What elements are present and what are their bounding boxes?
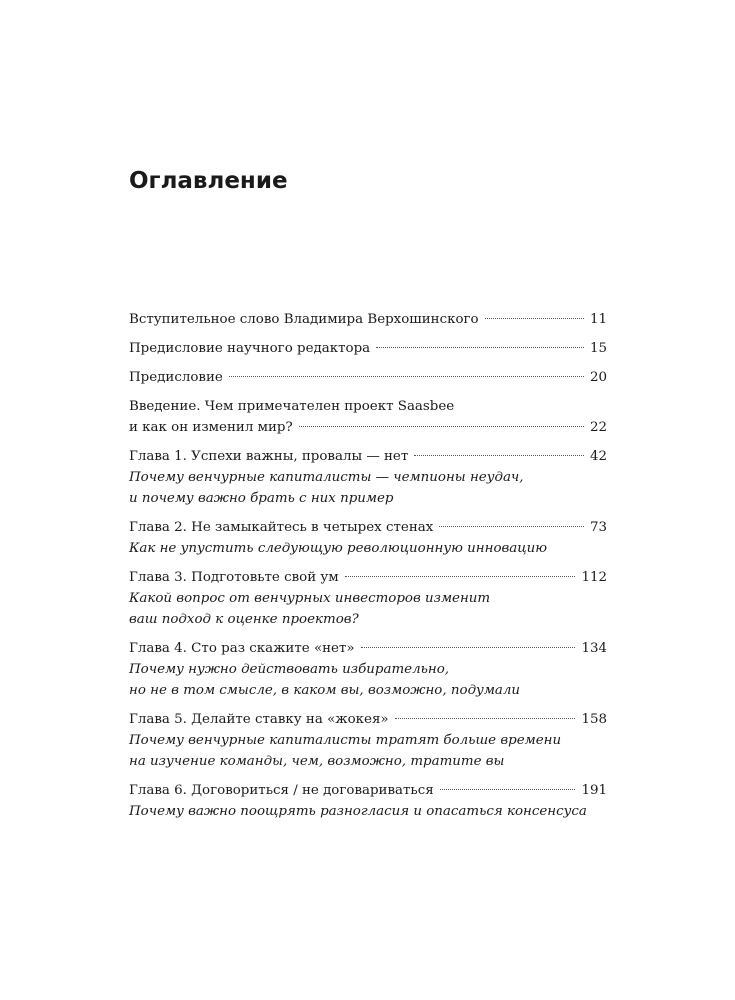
toc-page-number: 22	[589, 420, 607, 435]
toc-page-number: 15	[589, 341, 607, 356]
toc-entry	[129, 567, 607, 630]
toc-entry	[129, 517, 607, 559]
toc-entry-title-line: Введение. Чем примечателен проект Saasbee	[129, 399, 455, 414]
toc-entry	[129, 638, 607, 701]
toc-entry-subtitle: на изучение команды, чем, возможно, тратите вы	[129, 754, 505, 769]
dot-leader	[229, 376, 584, 377]
dot-leader	[395, 718, 576, 719]
dot-leader	[440, 789, 576, 790]
dot-leader	[345, 576, 576, 577]
toc-entry	[129, 338, 607, 359]
toc-entry-row[interactable]	[129, 567, 607, 588]
toc-entry-subtitle: но не в том смысле, в каком вы, возможно, подумали	[129, 683, 521, 698]
toc-entry	[129, 446, 607, 509]
toc-entry-title: Глава 5. Делайте ставку на «жокея»	[129, 712, 389, 727]
dot-leader	[439, 526, 584, 527]
toc-page-number: 191	[581, 783, 607, 798]
toc-entry	[129, 309, 607, 330]
toc-entry-title: Предисловие	[129, 370, 223, 385]
dot-leader	[376, 347, 584, 348]
toc-page-number: 134	[581, 641, 607, 656]
toc-entry-row[interactable]	[129, 309, 607, 330]
toc-entry-title: Глава 3. Подготовьте свой ум	[129, 570, 339, 585]
toc-page-number: 112	[581, 570, 607, 585]
dot-leader	[361, 647, 576, 648]
toc-entry-row[interactable]	[129, 417, 607, 438]
toc-entry-title: Глава 4. Сто раз скажите «нет»	[129, 641, 355, 656]
table-of-contents	[129, 309, 607, 830]
toc-entry-title: и как он изменил мир?	[129, 420, 293, 435]
toc-entry-title: Глава 2. Не замыкайтесь в четырех стенах	[129, 520, 434, 535]
toc-entry-row[interactable]	[129, 638, 607, 659]
toc-entry-title: Глава 1. Успехи важны, провалы — нет	[129, 449, 409, 464]
toc-entry-row[interactable]	[129, 709, 607, 730]
dot-leader	[299, 426, 584, 427]
toc-entry-subtitle: Почему важно поощрять разногласия и опасаться консенсуса	[129, 804, 587, 819]
toc-entry-row[interactable]	[129, 780, 607, 801]
toc-page-number: 20	[589, 370, 607, 385]
dot-leader	[414, 455, 584, 456]
toc-page-number: 11	[589, 312, 607, 327]
toc-entry-subtitle: ваш подход к оценке проектов?	[129, 612, 359, 627]
toc-entry	[129, 396, 607, 438]
toc-entry	[129, 709, 607, 772]
toc-entry-subtitle: Какой вопрос от венчурных инвесторов изменит	[129, 591, 491, 606]
toc-page-number: 158	[581, 712, 607, 727]
toc-page-number: 42	[589, 449, 607, 464]
toc-entry-row[interactable]	[129, 446, 607, 467]
toc-entry-subtitle: Почему нужно действовать избирательно,	[129, 662, 450, 677]
toc-entry-subtitle: Как не упустить следующую революционную инновацию	[129, 541, 548, 556]
toc-page-number: 73	[589, 520, 607, 535]
toc-entry-title: Глава 6. Договориться / не договариваться	[129, 783, 434, 798]
dot-leader	[485, 318, 584, 319]
toc-entry	[129, 367, 607, 388]
toc-entry	[129, 780, 607, 822]
toc-entry-subtitle: и почему важно брать с них пример	[129, 491, 394, 506]
toc-entry-row[interactable]	[129, 338, 607, 359]
toc-entry-row[interactable]	[129, 517, 607, 538]
toc-entry-title: Предисловие научного редактора	[129, 341, 371, 356]
toc-entry-subtitle: Почему венчурные капиталисты — чемпионы неудач,	[129, 470, 524, 485]
toc-entry-row[interactable]	[129, 367, 607, 388]
page-title: Оглавление	[129, 168, 288, 194]
toc-entry-subtitle: Почему венчурные капиталисты тратят больше времени	[129, 733, 562, 748]
toc-entry-title: Вступительное слово Владимира Верхошинского	[129, 312, 479, 327]
